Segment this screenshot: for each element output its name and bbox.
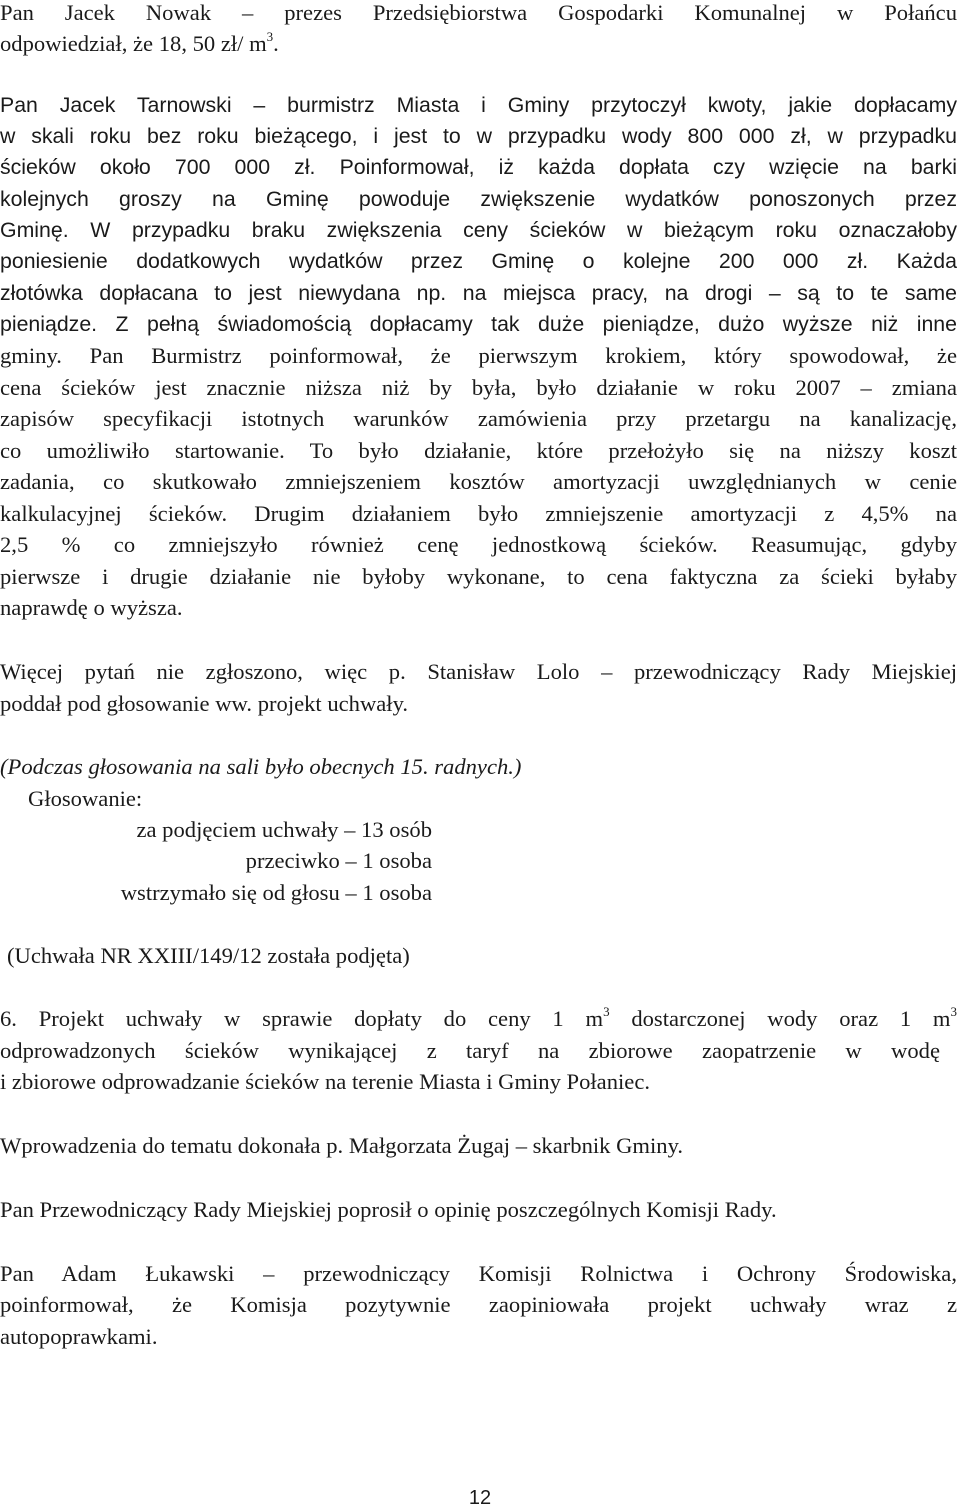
paragraph-2-line: zapisów specyfikacji istotnych warunków zamówienia przy przetargu na kanalizację, [0, 406, 957, 431]
paragraph-3-line-1: Więcej pytań nie zgłoszono, więc p. Stanisław Lolo – przewodniczący Rady Miejskiej [0, 659, 957, 684]
paragraph-2-line: naprawdę o wyższa. [0, 595, 183, 620]
superscript-3: 3 [266, 29, 274, 45]
paragraph-2-line: pierwsze i drugie działanie nie byłoby wykonane, to cena faktyczna za ścieki byłaby [0, 564, 957, 589]
item-6-line-1-a: 6. Projekt uchwały w sprawie dopłaty do ceny 1 m [0, 1006, 604, 1031]
vote-heading: Głosowanie: [28, 786, 143, 811]
committee-opinion-line-1: Pan Adam Łukawski – przewodniczący Komisji Rolnictwa i Ochrony Środowiska, [0, 1261, 957, 1286]
item-6-line-2: odprowadzonych ścieków wynikającej z taryf na zbiorowe zaopatrzenie w wodę [0, 1038, 940, 1063]
item-6-line-3: i zbiorowe odprowadzanie ścieków na terenie Miasta i Gminy Połaniec. [0, 1069, 650, 1094]
paragraph-1-line-2 [0, 28, 957, 59]
paragraph-1-line-2-text: odpowiedział, że 18, 50 zł/ m [0, 31, 267, 56]
paragraph-1-line-1: Pan Jacek Nowak – prezes Przedsiębiorstwa Gospodarki Komunalnej w Połańcu [0, 0, 957, 25]
paragraph-2-line: Pan Jacek Tarnowski – burmistrz Miasta i Gminy przytoczył kwoty, jakie dopłacamy [0, 93, 957, 117]
committee-opinion-line-2: poinformował, że Komisja pozytywnie zaopiniowała projekt uchwały wraz z [0, 1292, 957, 1317]
paragraph-2-line: kolejnych groszy na Gminę powoduje zwiększenie wydatków ponoszonych przez [0, 187, 957, 211]
superscript-3: 3 [950, 1004, 957, 1020]
paragraph-3-line-2: poddał pod głosowanie ww. projekt uchwały. [0, 691, 409, 716]
paragraph-2-line: ścieków około 700 000 zł. Poinformował, iż każda dopłata czy wzięcie na barki [0, 155, 957, 179]
item-6-line-1 [0, 1003, 957, 1034]
vote-result: (Uchwała NR XXIII/149/12 została podjęta) [7, 943, 410, 968]
vote-abstain: wstrzymało się od głosu – 1 osoba [120, 880, 432, 905]
paragraph-2-line: w skali roku bez roku bieżącego, i jest to w przypadku wody 800 000 zł, w przypadku [0, 124, 957, 148]
paragraph-2-line: Gminę. W przypadku braku zwiększenia ceny ścieków w bieżącym roku oznaczałoby [0, 218, 957, 242]
superscript-3: 3 [603, 1004, 610, 1020]
paragraph-2-line: pieniądze. Z pełną świadomością dopłacamy tak duże pieniądze, dużo wyższe niż inne [0, 312, 957, 336]
page-number: 12 [468, 1487, 492, 1509]
paragraph-2-line: zadania, co skutkowało zmniejszeniem kosztów amortyzacji uwzględnianych w cenie [0, 469, 957, 494]
chair-request-line: Pan Przewodniczący Rady Miejskiej poprosił o opinię poszczególnych Komisji Rady. [0, 1197, 777, 1222]
paragraph-1-line-2-end: . [273, 31, 279, 56]
item-6-line-1-b: dostarczonej wody oraz 1 m [609, 1006, 951, 1031]
paragraph-2-line: cena ścieków jest znacznie niższa niż by była, było działanie w roku 2007 – zmiana [0, 375, 957, 400]
vote-for: za podjęciem uchwały – 13 osób [136, 817, 432, 842]
introduction-line: Wprowadzenia do tematu dokonała p. Małgorzata Żugaj – skarbnik Gminy. [0, 1133, 684, 1158]
paragraph-2-line: gminy. Pan Burmistrz poinformował, że pierwszym krokiem, który spowodował, że [0, 343, 957, 368]
paragraph-2-line: 2,5 % co zmniejszyło również cenę jednostkową ścieków. Reasumując, gdyby [0, 532, 957, 557]
paragraph-2-line: kalkulacyjnej ścieków. Drugim działaniem było zmniejszenie amortyzacji z 4,5% na [0, 501, 957, 526]
paragraph-2-line: poniesienie dodatkowych wydatków przez Gminę o kolejne 200 000 zł. Każda [0, 249, 957, 273]
vote-against: przeciwko – 1 osoba [245, 848, 432, 873]
committee-opinion-line-3: autopoprawkami. [0, 1324, 158, 1349]
vote-attendance: (Podczas głosowania na sali było obecnych 15. radnych.) [0, 754, 522, 779]
paragraph-2-line: co umożliwiło startowanie. To było działanie, które przełożyło się na niższy koszt [0, 438, 957, 463]
paragraph-2-line: złotówka dopłacana to jest niewydana np. na miejsca pracy, na drogi – są to te same [0, 281, 957, 305]
